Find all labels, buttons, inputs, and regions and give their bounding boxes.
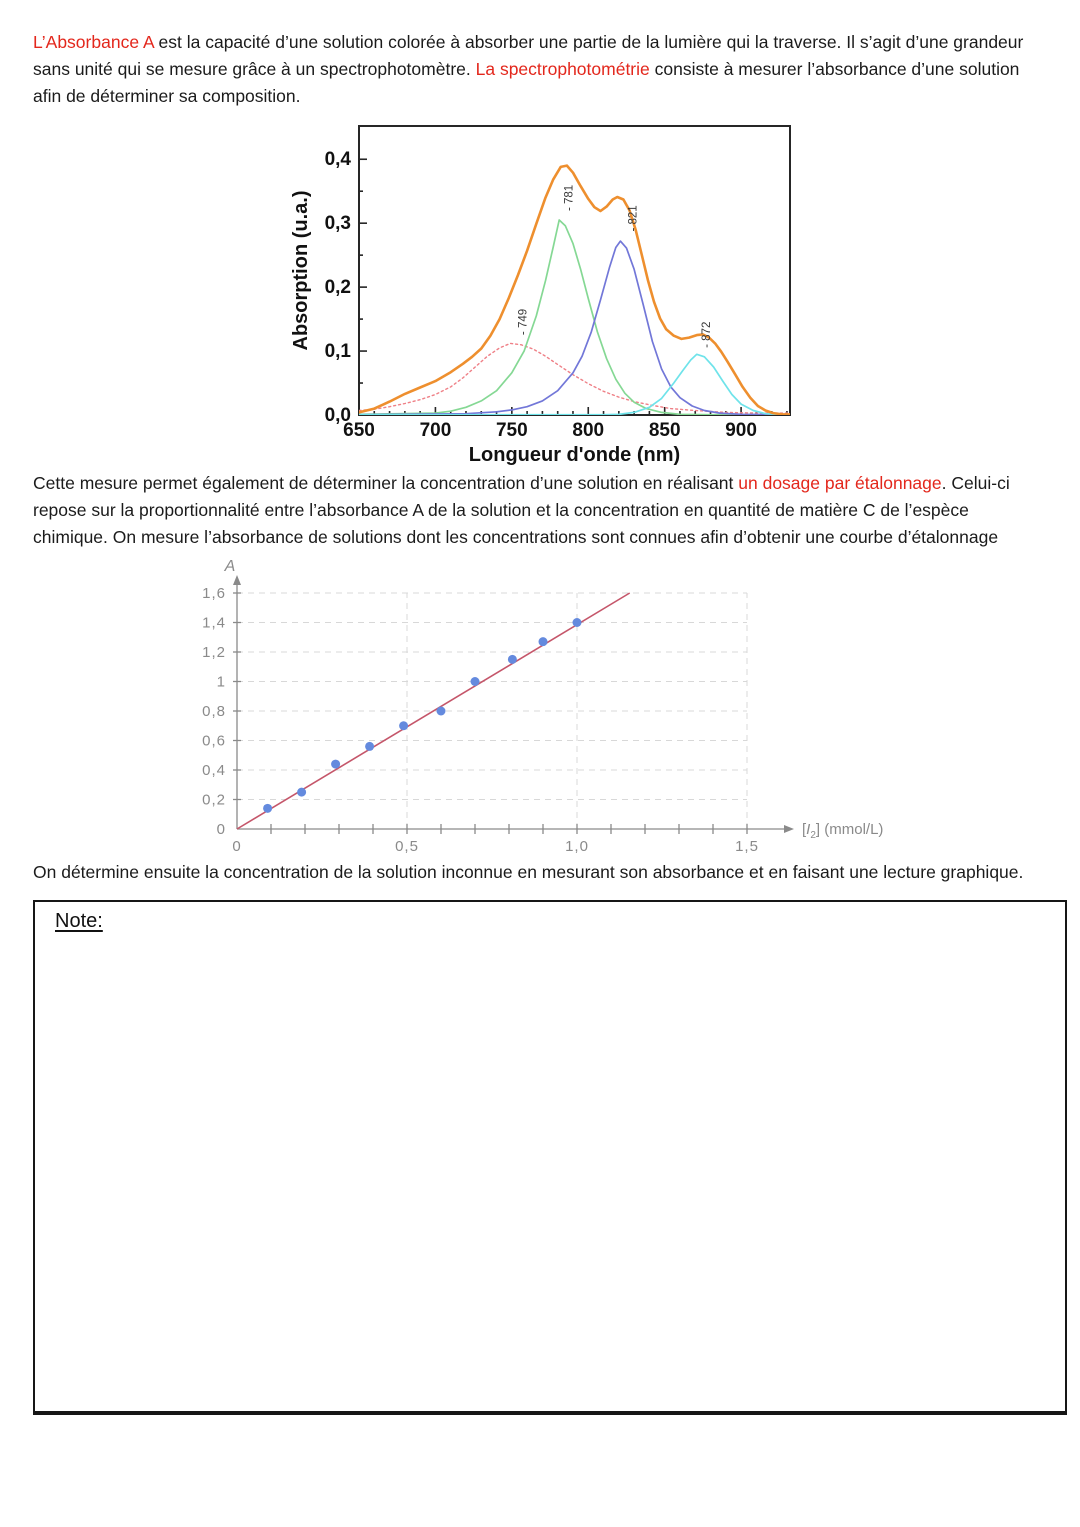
svg-text:- 749: - 749 [517,308,530,336]
data-point [331,760,340,769]
axis-labels [202,558,883,855]
data-point [399,721,408,730]
paragraph-absorbance [33,29,1047,110]
data-point [471,677,480,686]
y-axis-title: A [224,558,236,575]
calibration-curve-chart [200,557,920,859]
svg-text:0,5: 0,5 [395,838,419,855]
x-axis-title: Longueur d'onde (nm) [468,444,681,466]
svg-text:0,2: 0,2 [202,791,226,809]
data-point [365,742,374,751]
svg-text:1,4: 1,4 [202,614,226,632]
data-point [508,655,517,664]
svg-text:0,8: 0,8 [202,703,226,720]
svg-text:650: 650 [343,420,375,441]
axis-labels [290,149,757,466]
data-point [573,618,582,627]
svg-text:1,2: 1,2 [202,644,226,661]
svg-text:0,2: 0,2 [324,277,351,299]
note-box [33,900,1067,1415]
text-segment: On détermine ensuite la concentration de la solution inconnue en mesurant son absorbance et en faisant une lecture graphique. [33,862,1024,882]
text-segment: Cette mesure permet également de déterminer la concentration d’une solution en réalisant [33,473,739,493]
y-axis-title: Absorption (u.a.) [290,190,312,351]
svg-text:- 872: - 872 [700,321,713,348]
svg-text:850: 850 [648,420,681,441]
data-point [539,637,548,646]
svg-text:0,1: 0,1 [324,341,351,363]
curve-bande-749 [359,343,790,413]
text-segment-red: L’Absorbance A [33,32,154,52]
data-points [263,618,581,813]
svg-text:- 821: - 821 [627,205,640,232]
svg-text:0,0: 0,0 [324,405,351,426]
svg-text:0: 0 [232,838,242,855]
paragraph-lecture-graphique [33,859,1047,886]
svg-text:700: 700 [419,420,452,441]
curve-bande-872 [359,354,790,414]
gridlines [237,593,747,829]
svg-text:1: 1 [216,673,226,691]
svg-text:1,6: 1,6 [202,585,226,602]
curve-bande-821 [359,241,790,415]
data-point [437,707,446,716]
text-segment-red: La spectrophotométrie [475,59,650,79]
svg-text:1,0: 1,0 [565,838,589,855]
svg-text:750: 750 [495,420,528,441]
text-segment: consiste à mesurer l’absorbance d’une solution afin de déterminer sa composition. [33,59,1020,106]
svg-text:0,4: 0,4 [324,149,351,171]
svg-text:900: 900 [725,420,757,441]
svg-text:0,3: 0,3 [324,213,351,235]
svg-text:- 781: - 781 [563,184,576,212]
note-label: Note: [55,910,103,932]
peak-labels [518,185,713,348]
absorption-spectrum-chart [285,118,805,470]
data-point [297,788,306,797]
svg-text:0: 0 [216,821,226,838]
text-segment-red: un dosage par étalonnage [738,473,942,493]
x-axis-title: $[I_2]$ (mmol/L) [802,821,884,841]
svg-text:1,5: 1,5 [735,838,759,855]
paragraph-etalonnage [33,470,1047,551]
text-segment: est la capacité d’une solution colorée à absorber une partie de la lumière qui la traverse. Il s’agit d’une grandeur sans unité qui se mesure grâce à un spectrophotomètre. [33,32,1024,79]
svg-text:0,4: 0,4 [202,762,226,779]
text-segment: . Celui-ci repose sur la proportionnalité entre l’absorbance A de la solution et la concentration en quantité de matière C de l’espèce chimique. On mesure l’absorbance de solutions dont les concentrations sont connues afin d’obtenir une courbe d’étalonnage [33,473,1010,547]
axes [233,575,794,834]
svg-text:0,6: 0,6 [202,732,226,750]
data-point [263,804,272,813]
svg-text:800: 800 [572,420,605,441]
